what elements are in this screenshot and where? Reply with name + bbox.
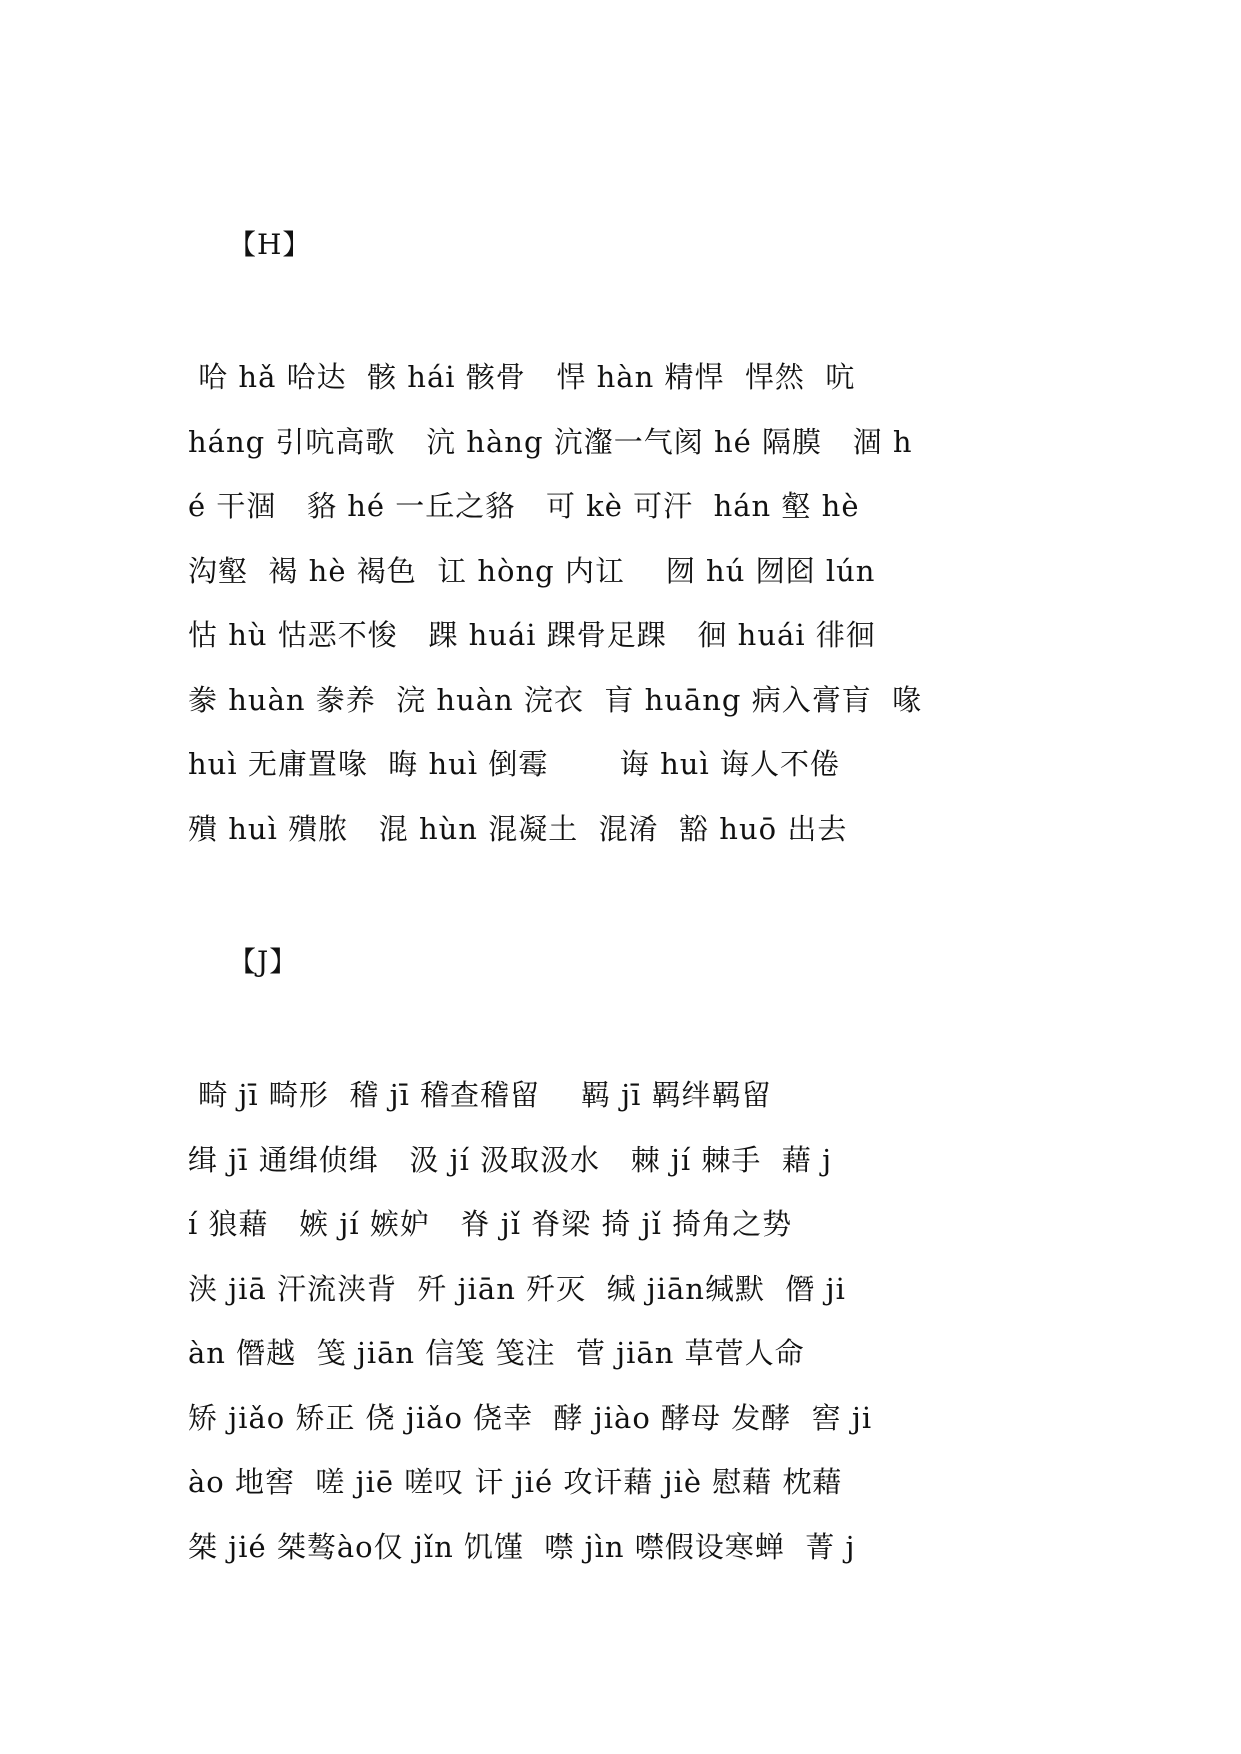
section-heading-j: 【J】 <box>228 945 299 978</box>
text-line: 缉 jī 通缉侦缉 汲 jí 汲取汲水 棘 jí 棘手 藉 j <box>188 1142 833 1177</box>
text-line: 沟壑 褐 hè 褐色 讧 hòng 内讧 囫 hú 囫囵 lún <box>188 553 876 588</box>
text-line: 矫 jiǎo 矫正 侥 jiǎo 侥幸 酵 jiào 酵母 发酵 窖 ji <box>188 1400 873 1435</box>
text-line: é 干涸 貉 hé 一丘之貉 可 kè 可汗 hán 壑 hè <box>188 489 860 523</box>
text-line: 殨 huì 殨脓 混 hùn 混凝土 混淆 豁 huō 出去 <box>188 811 848 846</box>
section-body-h <box>188 357 1088 873</box>
text-line: àn 僭越 笺 jiān 信笺 笺注 菅 jiān 草菅人命 <box>188 1336 805 1370</box>
text-line: 畸 jī 畸形 稽 jī 稽查稽留 羁 jī 羁绊羁留 <box>188 1078 772 1112</box>
text-line: ào 地窖 嗟 jiē 嗟叹 讦 jié 攻讦藉 jiè 慰藉 枕藉 <box>188 1465 843 1499</box>
text-line: 豢 huàn 豢养 浣 huàn 浣衣 肓 huāng 病入膏肓 喙 <box>188 682 923 717</box>
section-body-j <box>188 1075 1088 1591</box>
text-line: 怙 hù 怙恶不悛 踝 huái 踝骨足踝 徊 huái 徘徊 <box>188 618 876 652</box>
section-heading-h: 【H】 <box>228 228 312 261</box>
text-line: 浃 jiā 汗流浃背 歼 jiān 歼灭 缄 jiān缄默 僭 ji <box>188 1271 846 1306</box>
text-line: 桀 jié 桀骜ào仅 jǐn 饥馑 噤 jìn 噤假设寒蝉 菁 j <box>188 1529 856 1564</box>
text-line: 哈 hǎ 哈达 骸 hái 骸骨 悍 hàn 精悍 悍然 吭 <box>188 360 856 394</box>
text-line: huì 无庸置喙 晦 huì 倒霉 诲 huì 诲人不倦 <box>188 747 840 781</box>
text-line: háng 引吭高歌 沆 hàng 沆瀣一气阂 hé 隔膜 涸 h <box>188 424 913 459</box>
text-line: í 狼藉 嫉 jí 嫉妒 脊 jǐ 脊梁 掎 jǐ 掎角之势 <box>188 1207 793 1241</box>
